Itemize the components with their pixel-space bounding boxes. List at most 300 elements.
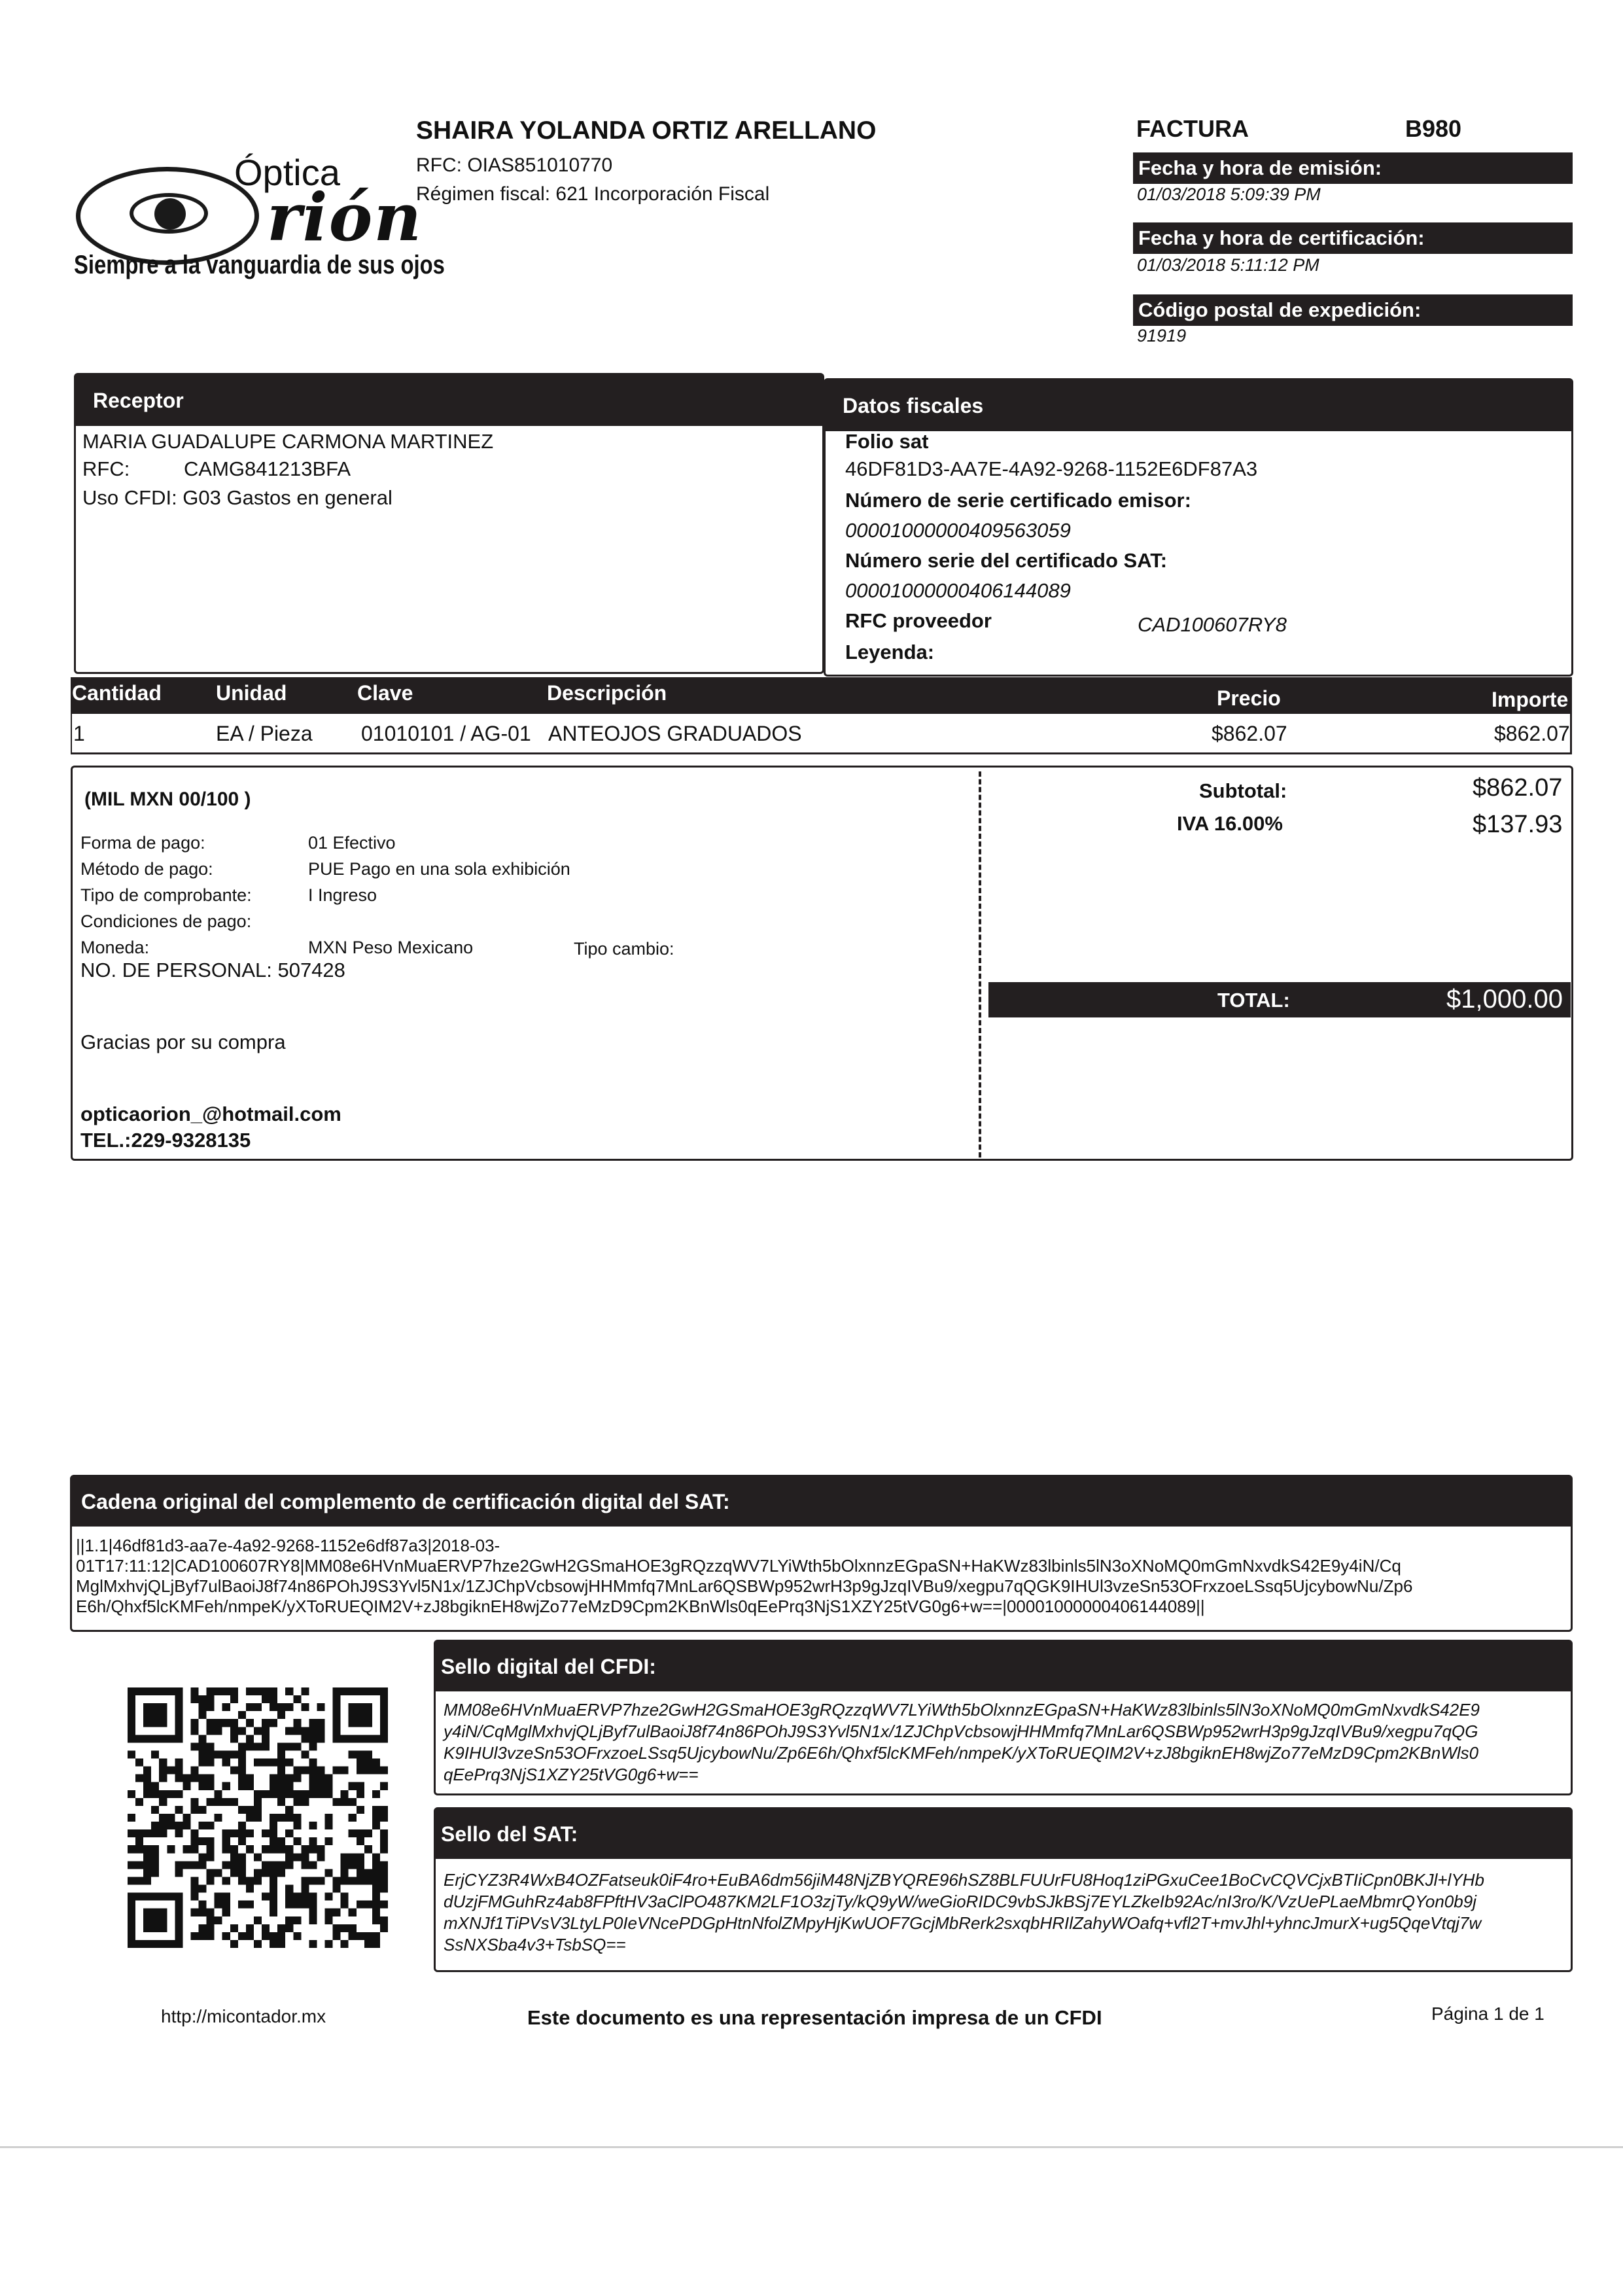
qr-module (341, 1767, 349, 1775)
qr-module (301, 1750, 309, 1758)
qr-module (254, 1687, 262, 1695)
receptor-box (74, 373, 824, 674)
qr-module (230, 1798, 238, 1806)
tipo-cambio-label: Tipo cambio: (574, 939, 674, 959)
qr-module (349, 1703, 372, 1727)
emission-date-label: Fecha y hora de emisión: (1133, 152, 1573, 184)
qr-module (309, 1877, 317, 1884)
qr-module (293, 1719, 301, 1727)
qr-module (238, 1869, 246, 1877)
qr-module (254, 1869, 262, 1877)
qr-module (364, 1940, 372, 1948)
sello-cfdi-box (434, 1640, 1573, 1795)
qr-module (222, 1759, 230, 1767)
qr-module (167, 1790, 175, 1798)
total-value: $1,000.00 (1446, 985, 1563, 1014)
qr-module (285, 1829, 293, 1837)
qr-module (238, 1829, 246, 1837)
qr-module (293, 1822, 301, 1829)
qr-module (190, 1727, 198, 1735)
qr-module (270, 1909, 277, 1916)
qr-module (199, 1901, 207, 1909)
qr-module (325, 1869, 333, 1877)
qr-module (190, 1719, 198, 1727)
qr-module (159, 1759, 167, 1767)
receptor-name: MARIA GUADALUPE CARMONA MARTINEZ (82, 430, 494, 453)
qr-module (270, 1719, 277, 1727)
qr-module (277, 1869, 285, 1877)
qr-module (151, 1845, 159, 1853)
qr-module (270, 1695, 277, 1703)
total-label: TOTAL: (1217, 989, 1290, 1012)
qr-module (380, 1806, 388, 1814)
qr-module (301, 1687, 309, 1695)
qr-module (199, 1742, 207, 1750)
qr-module (190, 1861, 198, 1869)
qr-module (143, 1790, 151, 1798)
qr-module (364, 1829, 372, 1837)
qr-module (349, 1853, 357, 1861)
qr-module (190, 1806, 198, 1814)
qr-module (309, 1822, 317, 1829)
qr-module (143, 1845, 151, 1853)
sello-cfdi-title: Sello digital del CFDI: (436, 1642, 1571, 1691)
col-precio: Precio (1217, 686, 1281, 710)
qr-module (230, 1861, 238, 1869)
qr-module (215, 1687, 222, 1695)
qr-module (262, 1759, 270, 1767)
qr-module (238, 1806, 246, 1814)
qr-module (151, 1869, 159, 1877)
iva-value: $137.93 (1473, 811, 1563, 838)
qr-module (246, 1845, 254, 1853)
qr-module (175, 1790, 183, 1798)
qr-module (380, 1829, 388, 1837)
qr-module (230, 1924, 238, 1932)
qr-module (207, 1719, 215, 1727)
emission-date-value: 01/03/2018 5:09:39 PM (1137, 185, 1321, 204)
certification-date-value: 01/03/2018 5:11:12 PM (1137, 255, 1319, 275)
qr-module (190, 1877, 198, 1884)
qr-module (222, 1845, 230, 1853)
qr-module (317, 1735, 324, 1742)
qr-module (293, 1814, 301, 1822)
qr-module (151, 1790, 159, 1798)
qr-module (270, 1837, 277, 1845)
qr-module (285, 1759, 293, 1767)
col-unidad: Unidad (216, 681, 287, 705)
scan-edge (0, 2146, 1623, 2148)
qr-module (190, 1885, 198, 1893)
qr-module (317, 1767, 324, 1775)
qr-module (333, 1924, 341, 1932)
qr-module (254, 1742, 262, 1750)
qr-module (135, 1845, 143, 1853)
qr-module (128, 1845, 135, 1853)
qr-module (207, 1845, 215, 1853)
qr-module (333, 1798, 341, 1806)
qr-module (190, 1893, 198, 1901)
qr-module (293, 1932, 301, 1940)
qr-module (333, 1877, 341, 1884)
qr-module (285, 1742, 293, 1750)
qr-module (230, 1845, 238, 1853)
qr-module (207, 1742, 215, 1750)
qr-module (357, 1829, 364, 1837)
qr-module (222, 1703, 230, 1711)
company-logo (71, 121, 445, 304)
cert-emisor-value: 00001000000409563059 (845, 519, 1071, 542)
qr-module (215, 1901, 222, 1909)
table-row (71, 714, 1572, 754)
qr-module (364, 1877, 372, 1884)
footer-note: Este documento es una representación impresa de un CFDI (527, 2006, 1102, 2029)
sello-cfdi-line: K9IHUl3vzeSn53OFrxzoeLSsq5UjcybowNu/Zp6E6h/Qhxf5lcKMFeh/nmpeK/yXToRUEQIM2V+zJ8bgiknEH8wjZo77eMzD9Cpm2KBnWls0 (444, 1743, 1479, 1763)
qr-module (270, 1687, 277, 1695)
dashed-divider (979, 771, 981, 1157)
qr-module (215, 1893, 222, 1901)
qr-module (246, 1877, 254, 1884)
qr-module (230, 1829, 238, 1837)
qr-module (199, 1853, 207, 1861)
datos-fiscales-title: Datos fiscales (826, 380, 1571, 431)
cell-descripcion: ANTEOJOS GRADUADOS (548, 722, 802, 745)
receptor-title: Receptor (76, 375, 822, 426)
qr-module (207, 1924, 215, 1932)
qr-module (357, 1759, 364, 1767)
qr-module (159, 1814, 167, 1822)
cadena-line: ||1.1|46df81d3-aa7e-4a92-9268-1152e6df87a3|2018-03- (76, 1536, 500, 1555)
qr-module (301, 1853, 309, 1861)
qr-module (246, 1829, 254, 1837)
qr-module (254, 1877, 262, 1884)
qr-module (380, 1916, 388, 1924)
qr-module (135, 1829, 143, 1837)
qr-module (277, 1814, 285, 1822)
sello-cfdi-line: qEePrq3NjS1XZY25tVG0g6+w== (444, 1765, 699, 1784)
sello-cfdi-text (444, 1699, 1563, 1786)
personal-number: NO. DE PERSONAL: 507428 (80, 959, 345, 981)
qr-module (293, 1767, 301, 1775)
qr-module (199, 1775, 207, 1782)
qr-module (372, 1814, 380, 1822)
qr-module (175, 1829, 183, 1837)
col-importe: Importe (1492, 688, 1569, 711)
qr-module (293, 1695, 301, 1703)
qr-module (325, 1822, 333, 1829)
qr-module (364, 1750, 372, 1758)
qr-module (215, 1916, 222, 1924)
qr-module (207, 1877, 215, 1884)
qr-module (285, 1893, 293, 1901)
qr-module (380, 1885, 388, 1893)
qr-module (277, 1790, 285, 1798)
qr-module (309, 1790, 317, 1798)
qr-module (301, 1735, 309, 1742)
qr-module (246, 1735, 254, 1742)
qr-module (380, 1767, 388, 1775)
qr-module (301, 1885, 309, 1893)
receptor-rfc-label: RFC: (82, 457, 130, 480)
qr-module (270, 1845, 277, 1853)
qr-module (270, 1940, 277, 1948)
qr-module (207, 1775, 215, 1782)
qr-module (167, 1822, 175, 1829)
qr-module (159, 1767, 167, 1775)
qr-module (254, 1727, 262, 1735)
col-descripcion: Descripción (547, 681, 667, 705)
qr-module (285, 1853, 293, 1861)
sello-sat-line: mXNJf1TiPVsV3LtyLP0IeVNcePDGpHtnNfolZMpyHjKwUOF7GcjMbRerk2sxqbHRIlZahyWOafq+vfl2T+mvJhl+yhncJmurX+ug5QqeVtqj7w (444, 1913, 1482, 1933)
qr-module (270, 1877, 277, 1884)
qr-module (364, 1767, 372, 1775)
cert-emisor-label: Número de serie certificado emisor: (845, 489, 1191, 512)
qr-module (372, 1869, 380, 1877)
qr-module (143, 1909, 167, 1932)
qr-module (285, 1845, 293, 1853)
qr-module (238, 1727, 246, 1735)
leyenda-label: Leyenda: (845, 641, 935, 663)
qr-module (159, 1790, 167, 1798)
qr-module (190, 1775, 198, 1782)
qr-module (246, 1885, 254, 1893)
qr-module (357, 1869, 364, 1877)
qr-module (222, 1782, 230, 1790)
qr-module (207, 1759, 215, 1767)
qr-module (238, 1782, 246, 1790)
qr-module (372, 1822, 380, 1829)
qr-module (372, 1893, 380, 1901)
qr-module (277, 1932, 285, 1940)
qr-module (301, 1767, 309, 1775)
qr-module (135, 1877, 143, 1884)
cell-precio: $862.07 (1212, 722, 1287, 745)
qr-module (293, 1798, 301, 1806)
qr-module (143, 1782, 151, 1790)
qr-module (222, 1909, 230, 1916)
qr-module (167, 1767, 175, 1775)
qr-module (325, 1782, 333, 1790)
qr-module (357, 1932, 364, 1940)
subtotal-value: $862.07 (1473, 774, 1563, 802)
qr-module (357, 1782, 364, 1790)
postal-code-label: Código postal de expedición: (1133, 294, 1573, 326)
logo-rion-text: rión (267, 179, 423, 256)
qr-module (238, 1742, 246, 1750)
qr-module (277, 1775, 285, 1782)
qr-module (246, 1703, 254, 1711)
qr-module (309, 1940, 317, 1948)
qr-module (246, 1775, 254, 1782)
qr-module (293, 1901, 301, 1909)
qr-module (270, 1790, 277, 1798)
qr-module (246, 1901, 254, 1909)
qr-module (333, 1909, 341, 1916)
qr-module (135, 1798, 143, 1806)
forma-pago-label: Forma de pago: (80, 833, 205, 853)
qr-module (349, 1750, 357, 1758)
qr-module (309, 1719, 317, 1727)
qr-module (325, 1893, 333, 1901)
qr-module (190, 1742, 198, 1750)
qr-module (222, 1798, 230, 1806)
qr-module (151, 1861, 159, 1869)
qr-module (317, 1775, 324, 1782)
qr-module (317, 1853, 324, 1861)
qr-module (309, 1845, 317, 1853)
qr-module (349, 1877, 357, 1884)
col-clave: Clave (357, 681, 413, 705)
qr-module (380, 1845, 388, 1853)
footer-page: Página 1 de 1 (1431, 2004, 1544, 2024)
qr-module (199, 1837, 207, 1845)
qr-module (317, 1845, 324, 1853)
qr-module (207, 1687, 215, 1695)
cell-unidad: EA / Pieza (216, 722, 313, 745)
qr-module (199, 1909, 207, 1916)
qr-module (175, 1822, 183, 1829)
qr-module (357, 1750, 364, 1758)
amount-in-words: (MIL MXN 00/100 ) (84, 788, 251, 810)
logo-slogan: Siempre a la vanguardia de sus ojos (74, 251, 445, 279)
document-type: FACTURA (1136, 115, 1249, 142)
qr-module (238, 1932, 246, 1940)
qr-module (277, 1837, 285, 1845)
qr-module (207, 1703, 215, 1711)
qr-module (207, 1727, 215, 1735)
qr-module (215, 1814, 222, 1822)
qr-module (262, 1687, 270, 1695)
qr-module (277, 1767, 285, 1775)
qr-code (128, 1687, 388, 1949)
sello-cfdi-line: MM08e6HVnMuaERVP7hze2GwH2GSmaHOE3gRQzzqWV7LYiWth5bOlxnnzEGpaSN+HaKWz83lbinls5lN3oXNoMQ0mGmNxvdkS42E9 (444, 1700, 1480, 1720)
qr-module (238, 1853, 246, 1861)
qr-module (246, 1806, 254, 1814)
sello-sat-title: Sello del SAT: (436, 1809, 1571, 1859)
qr-module (254, 1814, 262, 1822)
qr-module (372, 1916, 380, 1924)
issuer-regimen: Régimen fiscal: 621 Incorporación Fiscal (416, 183, 770, 205)
qr-module (293, 1742, 301, 1750)
qr-module (317, 1703, 324, 1711)
qr-module (333, 1932, 341, 1940)
qr-module (143, 1829, 151, 1837)
qr-module (199, 1703, 207, 1711)
qr-module (309, 1861, 317, 1869)
cell-importe: $862.07 (1494, 722, 1570, 745)
issuer-name: SHAIRA YOLANDA ORTIZ ARELLANO (416, 116, 877, 145)
qr-module (175, 1767, 183, 1775)
thanks-message: Gracias por su compra (80, 1031, 286, 1053)
qr-module (349, 1861, 357, 1869)
subtotal-label: Subtotal: (1199, 779, 1287, 802)
qr-module (309, 1742, 317, 1750)
qr-module (285, 1775, 293, 1782)
qr-module (293, 1837, 301, 1845)
footer-url[interactable]: http://micontador.mx (161, 2006, 326, 2026)
qr-module (277, 1924, 285, 1932)
qr-module (285, 1806, 293, 1814)
qr-module (301, 1901, 309, 1909)
qr-module (262, 1845, 270, 1853)
qr-module (151, 1829, 159, 1837)
qr-module (151, 1750, 159, 1758)
qr-module (357, 1767, 364, 1775)
qr-module (380, 1814, 388, 1822)
qr-module (293, 1853, 301, 1861)
qr-module (207, 1909, 215, 1916)
qr-module (207, 1782, 215, 1790)
qr-module (183, 1822, 190, 1829)
qr-module (380, 1861, 388, 1869)
qr-module (175, 1869, 183, 1877)
qr-module (230, 1695, 238, 1703)
qr-module (277, 1742, 285, 1750)
qr-module (222, 1837, 230, 1845)
moneda-label: Moneda: (80, 938, 150, 957)
qr-module (199, 1822, 207, 1829)
qr-module (270, 1829, 277, 1837)
qr-module (270, 1759, 277, 1767)
cert-sat-value: 00001000000406144089 (845, 579, 1071, 602)
qr-module (372, 1940, 380, 1948)
qr-module (190, 1798, 198, 1806)
qr-module (238, 1775, 246, 1782)
qr-module (254, 1759, 262, 1767)
qr-module (341, 1798, 349, 1806)
qr-module (190, 1687, 198, 1695)
certification-date-label: Fecha y hora de certificación: (1133, 222, 1573, 254)
qr-module (254, 1790, 262, 1798)
qr-module (128, 1861, 135, 1869)
qr-module (230, 1750, 238, 1758)
contact-phone: TEL.:229-9328135 (80, 1129, 251, 1152)
qr-module (159, 1829, 167, 1837)
sello-sat-box (434, 1807, 1573, 1972)
qr-module (128, 1790, 135, 1798)
qr-module (349, 1909, 357, 1916)
qr-module (380, 1837, 388, 1845)
qr-module (222, 1901, 230, 1909)
qr-module (222, 1687, 230, 1695)
folio-sat-value: 46DF81D3-AA7E-4A92-9268-1152E6DF87A3 (845, 457, 1258, 480)
qr-module (309, 1837, 317, 1845)
qr-module (301, 1893, 309, 1901)
qr-module (309, 1767, 317, 1775)
qr-module (357, 1861, 364, 1869)
qr-module (372, 1790, 380, 1798)
qr-module (230, 1853, 238, 1861)
invoice-folio: B980 (1405, 115, 1462, 142)
qr-module (175, 1806, 183, 1814)
qr-module (199, 1735, 207, 1742)
qr-module (262, 1790, 270, 1798)
qr-module (254, 1916, 262, 1924)
qr-module (262, 1695, 270, 1703)
qr-module (285, 1727, 293, 1735)
qr-module (301, 1877, 309, 1884)
qr-module (380, 1877, 388, 1884)
sello-sat-line: SsNXSba4v3+TsbSQ== (444, 1935, 626, 1954)
qr-module (285, 1916, 293, 1924)
qr-module (262, 1893, 270, 1901)
qr-module (277, 1861, 285, 1869)
qr-module (230, 1940, 238, 1948)
qr-module (183, 1775, 190, 1782)
qr-module (309, 1782, 317, 1790)
qr-module (151, 1853, 159, 1861)
qr-module (372, 1932, 380, 1940)
